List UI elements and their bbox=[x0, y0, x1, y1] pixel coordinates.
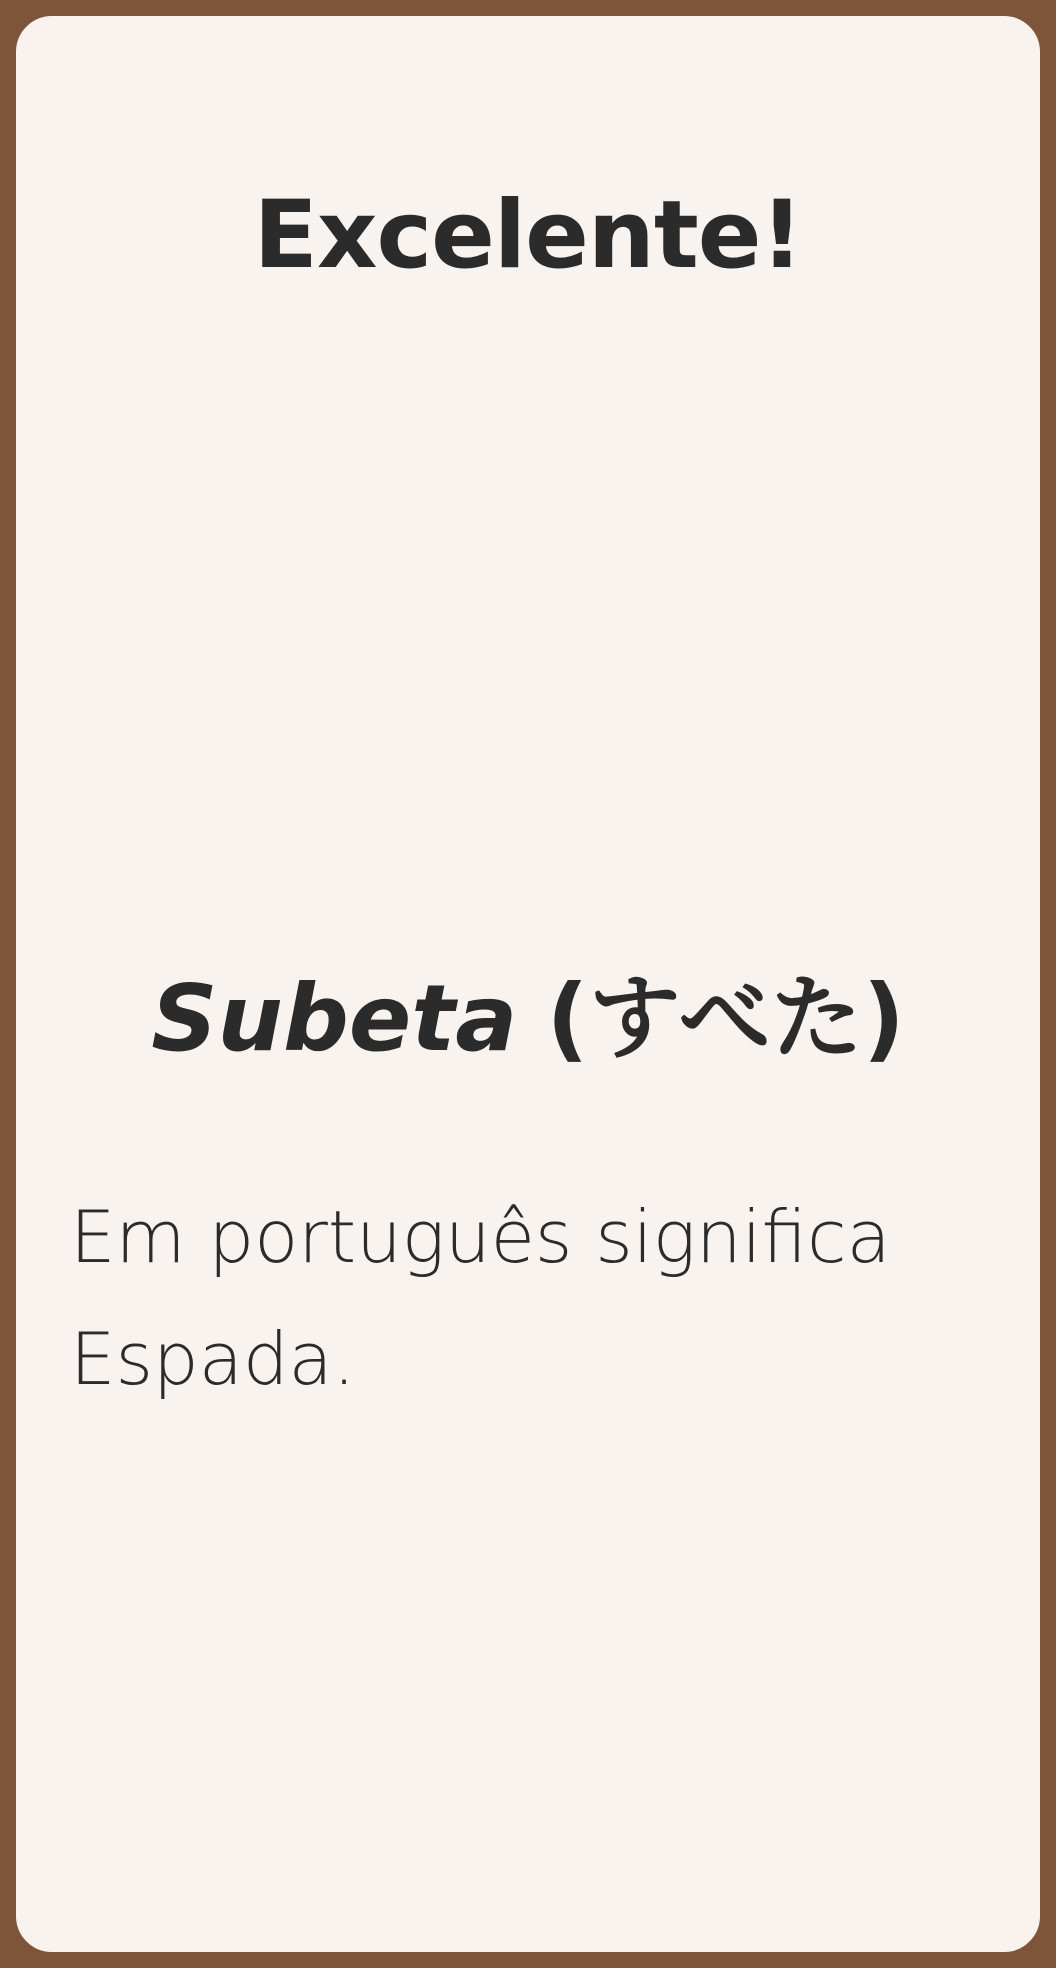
vocab-word: Subeta bbox=[151, 965, 518, 1072]
vocab-reading: (すべた) bbox=[546, 965, 905, 1072]
vocab-meaning: Em português significa Espada. bbox=[70, 1195, 891, 1401]
feedback-title: Excelente! bbox=[253, 181, 803, 290]
vocab-word-line bbox=[16, 964, 1040, 1074]
